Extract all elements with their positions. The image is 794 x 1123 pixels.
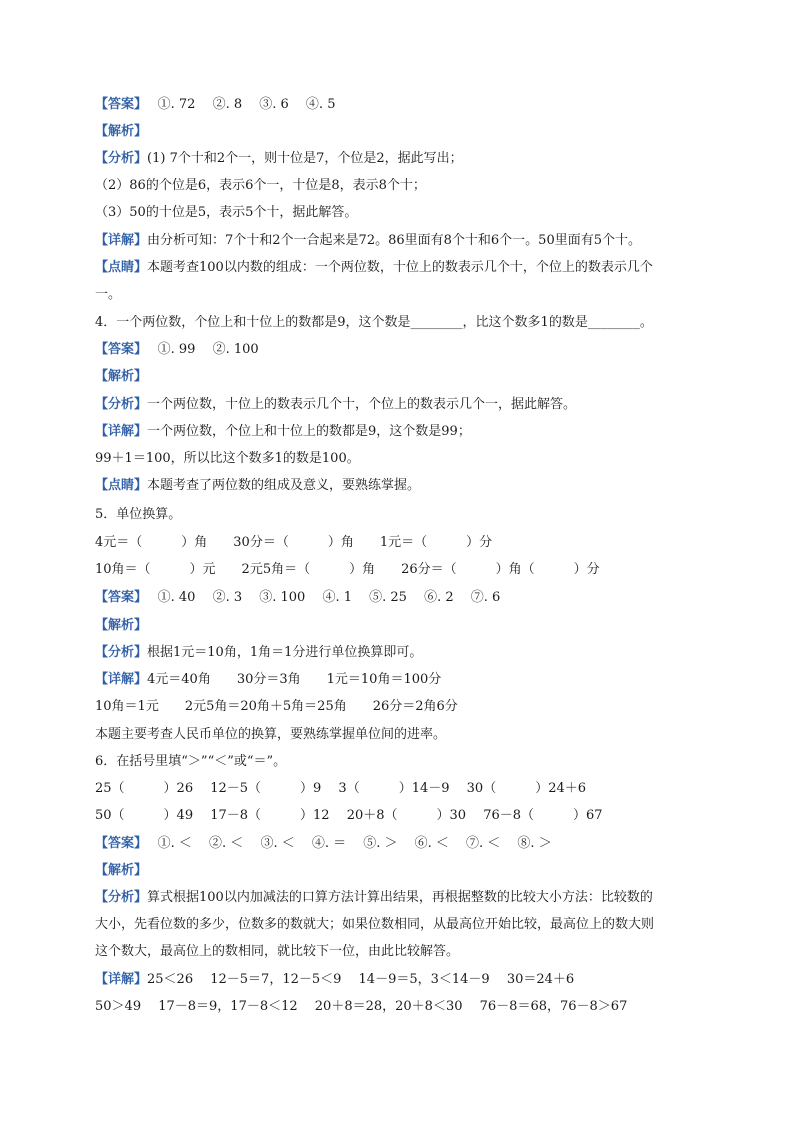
analysis-heading bbox=[95, 123, 147, 141]
detail-line: 10角＝1元 2元5角＝20角＋5角＝25角 26分＝2角6分 bbox=[95, 699, 458, 714]
question-6-row: 25（ ）26 12－5（ ）9 3（ ）14－9 30（ ）24＋6 bbox=[95, 781, 587, 796]
analysis-line: 【分析】一个两位数，十位上的数表示几个十，个位上的数表示几个一，据此解答。 bbox=[95, 397, 577, 412]
answer-line-q3 bbox=[95, 96, 335, 114]
answer-line-q4: 【答案】 ①. 99 ②. 100 bbox=[95, 342, 259, 357]
question-6: 6．在括号里填“＞”“＜”或“＝”。 bbox=[95, 754, 287, 769]
question-5-row: 4元＝（ ）角 30分＝（ ）角 1元＝（ ）分 bbox=[95, 535, 493, 550]
question-5: 5．单位换算。 bbox=[95, 507, 182, 522]
question-6-row: 50（ ）49 17－8（ ）12 20＋8（ ）30 76－8（ ）67 bbox=[95, 808, 603, 823]
answer-line-q5: 【答案】 ①. 40 ②. 3 ③. 100 ④. 1 ⑤. 25 ⑥. 2 ⑦. 6 bbox=[95, 590, 501, 605]
analysis-line: （2）86的个位是6，表示6个一，十位是8，表示8个十； bbox=[95, 178, 426, 193]
comment-line-cont: 一。 bbox=[95, 287, 122, 302]
comment-line: 【点睛】本题考查了两位数的组成及意义，要熟练掌握。 bbox=[95, 478, 421, 493]
analysis-heading: 【解析】 bbox=[95, 863, 148, 878]
analysis-line: 这个数大，最高位上的数相同，就比较下一位，由此比较解答。 bbox=[95, 944, 460, 959]
detail-line: 50＞49 17－8＝9，17－8＜12 20＋8＝28，20＋8＜30 76－8＝68，76－8＞67 bbox=[95, 999, 628, 1014]
answer-tag: 【答案】 bbox=[95, 97, 141, 112]
analysis-heading: 【解析】 bbox=[95, 369, 148, 384]
analysis-line: 大小，先看位数的多少，位数多的数就大；如果位数相同，从最高位开始比较，最高位上的数大则 bbox=[95, 917, 655, 932]
analysis-line: （3）50的十位是5，表示5个十，据此解答。 bbox=[95, 205, 358, 220]
detail-line: 【详解】4元＝40角 30分＝3角 1元＝10角＝100分 bbox=[95, 672, 442, 687]
comment-line: 【点睛】本题考查100以内数的组成：一个两位数，十位上的数表示几个十，个位上的数表示几个 bbox=[95, 260, 653, 275]
question-4: 4．一个两位数，个位上和十位上的数都是9，这个数是________，比这个数多1的数是________。 bbox=[95, 315, 653, 330]
analysis-heading: 【解析】 bbox=[95, 618, 148, 633]
analysis-line: 【分析】根据1元＝10角，1角＝1分进行单位换算即可。 bbox=[95, 645, 423, 660]
analysis-tag: 【解析】 bbox=[95, 124, 148, 139]
question-5-row: 10角＝（ ）元 2元5角＝（ ）角 26分＝（ ）角（ ）分 bbox=[95, 562, 600, 577]
answer-text: ①. 72 ②. 8 ③. 6 ④. 5 bbox=[140, 97, 336, 112]
comment-line: 本题主要考查人民币单位的换算，要熟练掌握单位间的进率。 bbox=[95, 727, 447, 742]
detail-line: 【详解】一个两位数，个位上和十位上的数都是9，这个数是99； bbox=[95, 424, 471, 439]
detail-line: 【详解】25＜26 12－5＝7，12－5＜9 14－9＝5，3＜14－9 30＝24＋6 bbox=[95, 972, 575, 987]
analysis-line: 【分析】(1) 7个十和2个一，则十位是7，个位是2，据此写出； bbox=[95, 151, 463, 166]
detail-line: 【详解】由分析可知：7个十和2个一合起来是72。86里面有8个十和6个一。50里面有5个十。 bbox=[95, 233, 641, 248]
detail-line: 99＋1＝100，所以比这个数多1的数是100。 bbox=[95, 451, 360, 466]
analysis-line: 【分析】算式根据100以内加减法的口算方法计算出结果，再根据整数的比较大小方法：比较数的 bbox=[95, 890, 653, 905]
answer-line-q6: 【答案】 ①. ＜ ②. ＜ ③. ＜ ④. ＝ ⑤. ＞ ⑥. ＜ ⑦. ＜ ⑧. ＞ bbox=[95, 836, 552, 851]
